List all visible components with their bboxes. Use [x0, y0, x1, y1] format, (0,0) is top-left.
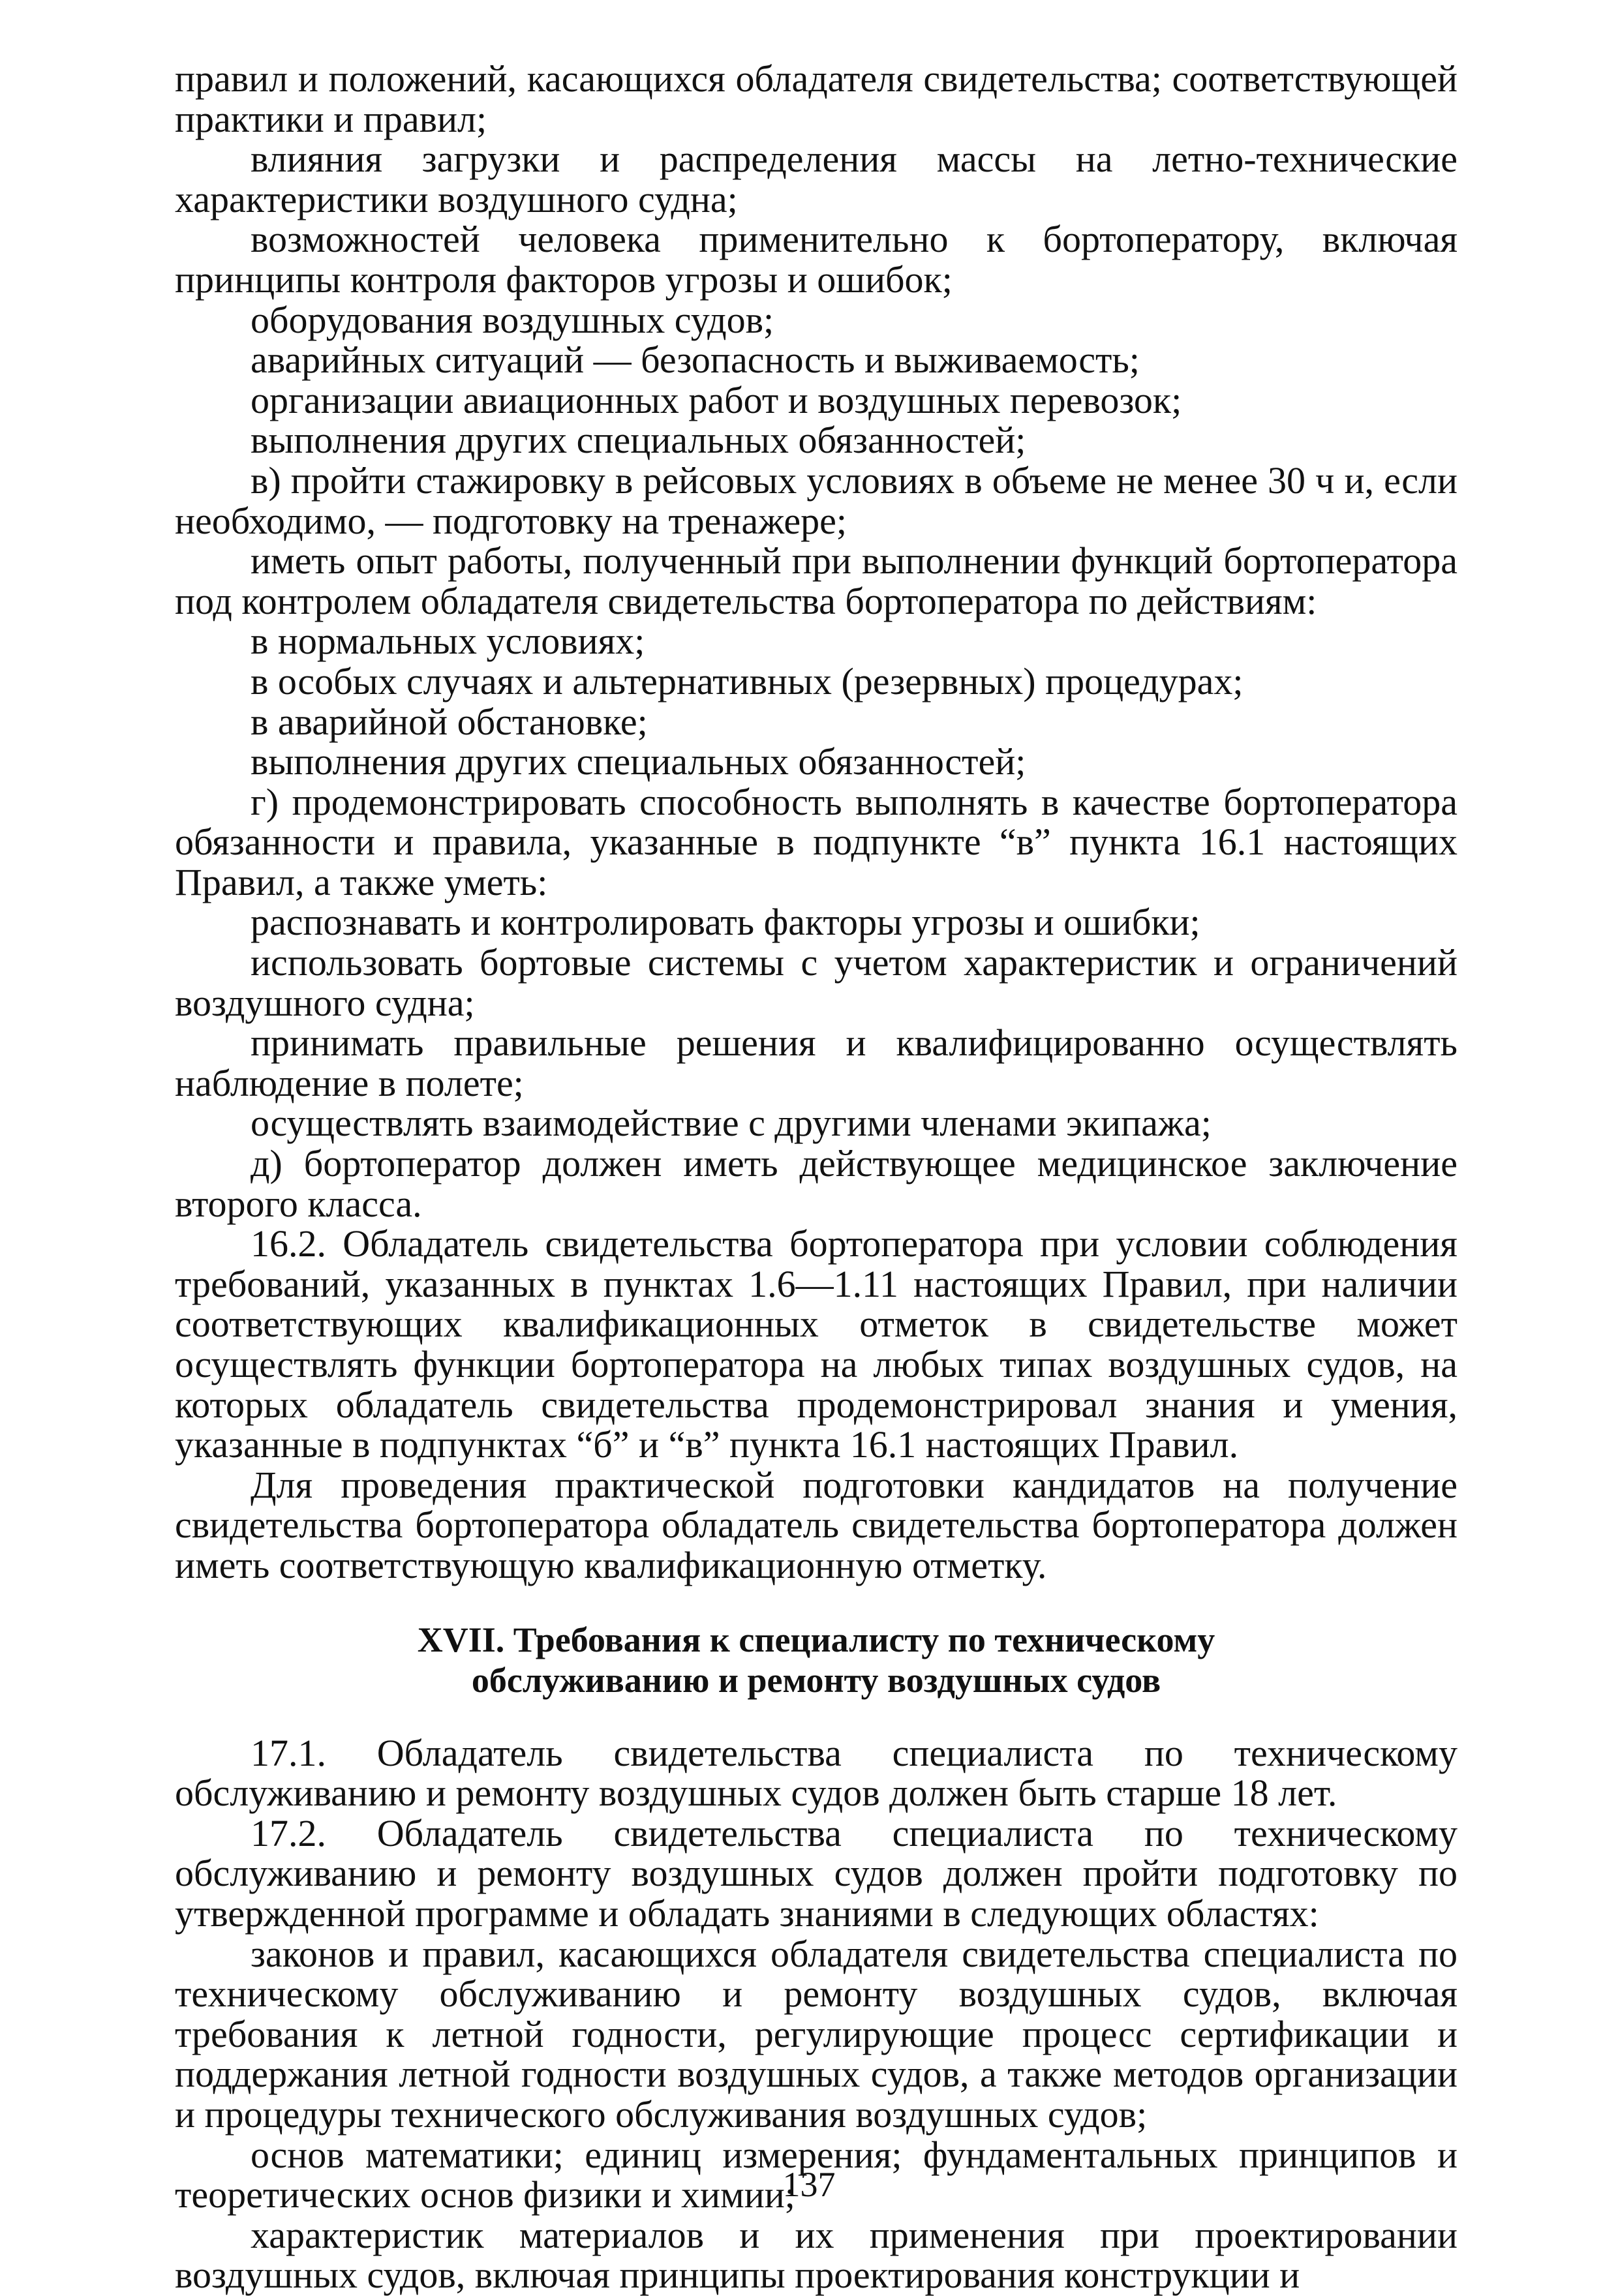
- paragraph: в нормальных условиях;: [251, 620, 645, 663]
- paragraph: правил и положений, касающихся обладателя свидетельства; соответствующей практики и правил;: [175, 57, 1458, 140]
- paragraph: использовать бортовые системы с учетом характеристик и ограничений воздушного судна;: [175, 941, 1458, 1024]
- paragraph: возможностей человека применительно к бортоператору, включая принципы контроля факторов угрозы и ошибок;: [175, 218, 1458, 301]
- paragraph: в особых случаях и альтернативных (резервных) процедурах;: [251, 659, 1244, 702]
- paragraph: оборудования воздушных судов;: [251, 298, 774, 341]
- paragraph: 17.1. Обладатель свидетельства специалиста по техническому обслуживанию и ремонту воздушных судов должен быть старше 18 лет.: [175, 1731, 1458, 1815]
- paragraph: организации авиационных работ и воздушных перевозок;: [251, 378, 1182, 421]
- section-heading-line: обслуживанию и ремонту воздушных судов: [471, 1660, 1161, 1700]
- paragraph: 17.2. Обладатель свидетельства специалиста по техническому обслуживанию и ремонту воздушных судов должен пройти подготовку по утвержденной программе и обладать знаниями в следующих областях:: [175, 1811, 1458, 1935]
- paragraph: иметь опыт работы, полученный при выполнении функций бортоператора под контролем обладателя свидетельства бортоператора по действиям:: [175, 539, 1458, 622]
- section-heading-line: XVII. Требования к специалисту по техническому: [417, 1620, 1215, 1659]
- paragraph: в) пройти стажировку в рейсовых условиях в объеме не менее 30 ч и, если необходимо, — подготовку на тренажере;: [175, 459, 1458, 542]
- paragraph: законов и правил, касающихся обладателя свидетельства специалиста по техническому обслуживанию и ремонту воздушных судов, включая требования к летной годности, регулирующие процесс сертификации и поддержания летной годности воздушных судов, а также методов организации и процедуры технического обслуживания воздушных судов;: [175, 1932, 1458, 2136]
- paragraph: характеристик материалов и их применения при проектировании воздушных судов, включая принципы проектирования конструкции и: [175, 2213, 1458, 2296]
- paragraph: влияния загрузки и распределения массы на летно-технические характеристики воздушного судна;: [175, 138, 1458, 220]
- paragraph: 16.2. Обладатель свидетельства бортоператора при условии соблюдения требований, указанных в пунктах 1.6—1.11 настоящих Правил, при наличии соответствующих квалификационных отметок в свидетельстве может осуществлять функции бортоператора на любых типах воздушных судов, на которых обладатель свидетельства продемонстрировал знания и умения, указанные в подпунктах “б” и “в” пункта 16.1 настоящих Правил.: [175, 1222, 1458, 1466]
- paragraph: осуществлять взаимодействие с другими членами экипажа;: [251, 1102, 1212, 1145]
- section-heading: [175, 1620, 1458, 1700]
- paragraph: выполнения других специальных обязанностей;: [251, 419, 1026, 462]
- paragraph: г) продемонстрировать способность выполнять в качестве бортоператора обязанности и правила, указанные в подпункте “в” пункта 16.1 настоящих Правил, а также уметь:: [175, 780, 1458, 903]
- paragraph: в аварийной обстановке;: [251, 700, 648, 743]
- page-number: 137: [782, 2165, 836, 2204]
- paragraph: д) бортоператор должен иметь действующее медицинское заключение второго класса.: [175, 1142, 1458, 1225]
- paragraph: основ математики; единиц измерения; фундаментальных принципов и теоретических основ физики и химии;: [175, 2133, 1458, 2216]
- paragraph: распознавать и контролировать факторы угрозы и ошибки;: [251, 901, 1200, 944]
- paragraph: аварийных ситуаций — безопасность и выживаемость;: [251, 339, 1140, 382]
- document-page: [175, 59, 1458, 2295]
- paragraph: выполнения других специальных обязанностей;: [251, 740, 1026, 783]
- paragraph: Для проведения практической подготовки кандидатов на получение свидетельства бортоператора обладатель свидетельства бортоператора должен иметь соответствующую квалификационную отметку.: [175, 1463, 1458, 1586]
- paragraph: принимать правильные решения и квалифицированно осуществлять наблюдение в полете;: [175, 1021, 1458, 1104]
